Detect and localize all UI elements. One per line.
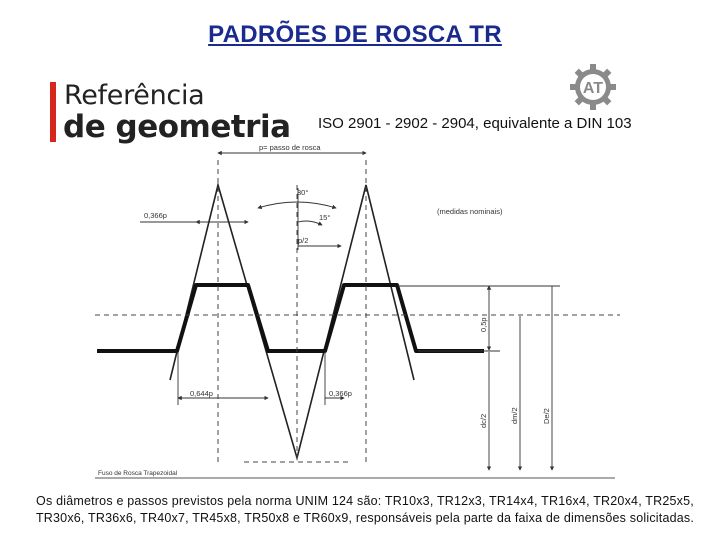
footnote-text: Os diâmetros e passos previstos pela norma UNIM 124 são: TR10x3, TR12x3, TR14x4, TR16x4, TR20x4, TR25x5, TR30x6, TR36x6, TR40x7, TR45x8, TR50x8 e TR60x9, responsáveis pela parte da faixa de dimensões solicitadas. bbox=[35, 494, 695, 525]
nominal-note: (medidas nominais) bbox=[437, 207, 503, 216]
root-width-left-label: 0,644p bbox=[190, 389, 213, 398]
dimension-lines bbox=[140, 153, 560, 470]
brand-title-line2: de geometria bbox=[63, 109, 291, 145]
angle-30-label: 30° bbox=[297, 188, 309, 197]
crest-width-label: 0,366p bbox=[144, 211, 167, 220]
thread-profile bbox=[97, 285, 484, 351]
logo-text: AT bbox=[582, 80, 604, 97]
angle-15-label: 15° bbox=[319, 213, 331, 222]
standard-reference: ISO 2901 - 2902 - 2904, equivalente a DIN 103 bbox=[318, 115, 632, 132]
de2-label: De/2 bbox=[542, 408, 551, 424]
brand-title-line1: Referência bbox=[64, 80, 205, 111]
dc2-label: dc/2 bbox=[479, 413, 488, 428]
pitch-label: p= passo de rosca bbox=[259, 143, 321, 152]
page-title: PADRÕES DE ROSCA TR bbox=[208, 21, 502, 48]
dm2-label: dm/2 bbox=[510, 407, 519, 424]
root-width-right-label: 0,366p bbox=[329, 389, 352, 398]
half-height-label: 0,5p bbox=[479, 317, 488, 332]
construction-lines bbox=[170, 185, 414, 458]
half-pitch-label: p/2 bbox=[298, 236, 309, 245]
caption-label: Fuso de Rosca Trapezoidal bbox=[98, 470, 178, 477]
